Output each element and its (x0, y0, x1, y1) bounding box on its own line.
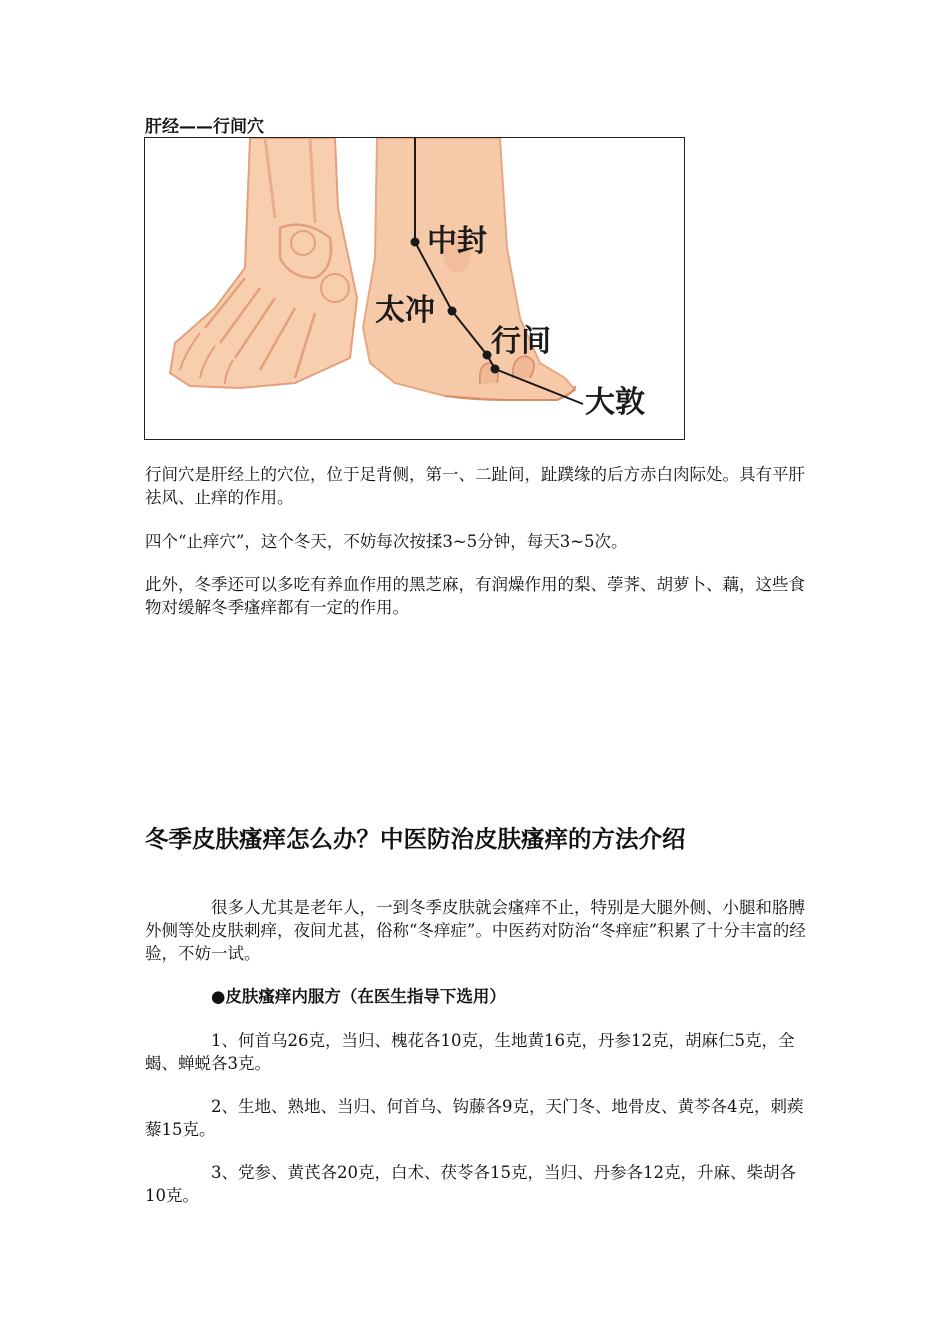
paragraph-massage-advice: 四个“止痒穴”，这个冬天，不妨每次按揉3~5分钟，每天3~5次。 (145, 532, 628, 551)
zhongfeng-label: 中封 (427, 224, 487, 259)
xingjian-label: 行间 (491, 324, 551, 359)
taichong-label: 太冲 (375, 293, 435, 328)
prescription-item-1: 1、何首乌26克，当归、槐花各10克，生地黄16克，丹参12克，胡麻仁5克，全蝎、蝉蜕各3克。 (145, 1031, 795, 1073)
foot-diagram (145, 138, 684, 439)
prescription-item-3: 3、党参、黄芪各20克，白术、茯苓各15克，当归、丹参各12克，升麻、柴胡各10克。 (145, 1163, 796, 1205)
paragraph-xingjian-description: 行间穴是肝经上的穴位，位于足背侧，第一、二趾间，趾蹼缘的后方赤白肉际处。具有平肝祛风、止痒的作用。 (145, 465, 805, 507)
figure-caption: 肝经——行间穴 (145, 117, 264, 137)
subheading-oral-prescriptions: ●皮肤瘙痒内服方（在医生指导下选用） (211, 987, 506, 1006)
left-foot-skeleton (170, 138, 357, 388)
zhongfeng-point (411, 238, 420, 247)
dadun-point (491, 365, 500, 374)
right-foot (363, 138, 575, 400)
paragraph-intro: 很多人尤其是老年人，一到冬季皮肤就会瘙痒不止，特别是大腿外侧、小腿和胳膊外侧等处皮肤刺痒，夜间尤甚，俗称“冬痒症”。中医药对防治“冬痒症”积累了十分丰富的经验，不妨一试。 (145, 898, 806, 963)
paragraph-diet-advice: 此外，冬季还可以多吃有养血作用的黑芝麻，有润燥作用的梨、荸荠、胡萝卜、藕，这些食物对缓解冬季瘙痒都有一定的作用。 (145, 575, 805, 617)
taichong-point (448, 307, 457, 316)
section-title: 冬季皮肤瘙痒怎么办？中医防治皮肤瘙痒的方法介绍 (145, 825, 686, 853)
foot-acupoint-illustration (144, 137, 685, 440)
dadun-label: 大敦 (585, 385, 645, 420)
prescription-item-2: 2、生地、熟地、当归、何首乌、钩藤各9克，天门冬、地骨皮、黄芩各4克，刺蒺藜15克。 (145, 1097, 804, 1139)
